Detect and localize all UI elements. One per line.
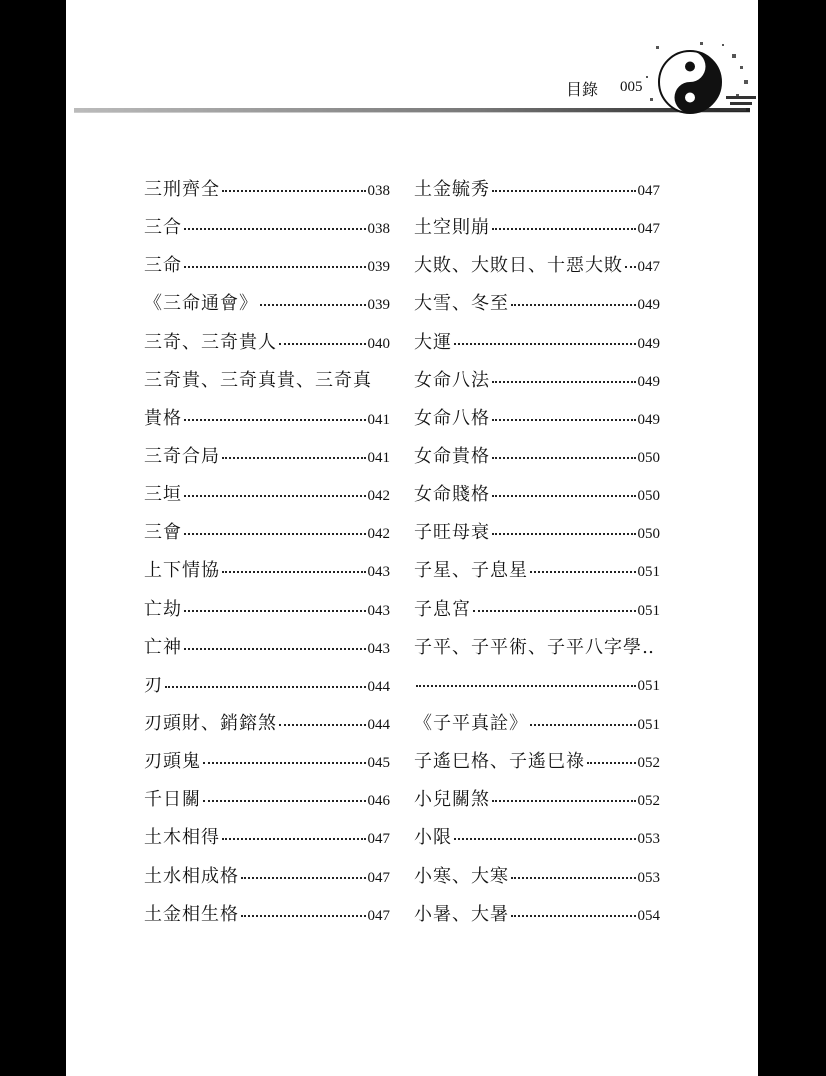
toc-leader-dots (222, 190, 366, 192)
toc-entry (414, 368, 660, 406)
toc-leader-dots (184, 228, 366, 230)
toc-entry (414, 330, 660, 368)
toc-leader-dots (279, 343, 366, 345)
toc-leader-dots (203, 762, 366, 764)
toc-entry-title: 子平、子平術、子平八字學‥ (414, 636, 656, 658)
toc-leader-dots (184, 533, 366, 535)
toc-entry (144, 673, 390, 711)
toc-entry-page: 053 (637, 869, 660, 886)
toc-entry-page: 052 (637, 755, 660, 772)
toc-entry-page: 050 (637, 488, 660, 505)
toc-entry (144, 597, 390, 635)
toc-entry-page: 038 (367, 183, 390, 199)
toc-entry-title: 小限 (414, 827, 452, 849)
toc-entry-title: 土水相成格 (144, 865, 239, 887)
toc-entry-page: 043 (367, 564, 390, 581)
toc-leader-dots (492, 457, 636, 459)
toc-leader-dots (530, 724, 636, 726)
toc-leader-dots (222, 838, 366, 840)
toc-leader-dots (416, 685, 636, 687)
toc-leader-dots (492, 228, 636, 230)
toc-entry-page: 041 (367, 449, 390, 466)
toc-entry-title: 三奇合局 (144, 445, 220, 467)
toc-entry-page: 047 (367, 831, 390, 848)
toc-entry-title: 三會 (144, 522, 182, 544)
toc-entry-page: 046 (367, 793, 390, 810)
toc-entry (144, 291, 390, 329)
toc-entry-page: 040 (367, 335, 390, 352)
toc-entry-title: 三垣 (144, 484, 182, 506)
toc-entry-title: 大運 (414, 331, 452, 353)
toc-entry-title: 土木相得 (144, 827, 220, 849)
toc-entry-title: 土金毓秀 (414, 179, 490, 200)
toc-leader-dots (184, 266, 366, 268)
toc-leader-dots (241, 915, 366, 917)
toc-entry-page: 047 (637, 221, 660, 238)
toc-leader-dots (184, 610, 366, 612)
toc-leader-dots (530, 571, 636, 573)
toc-leader-dots (492, 495, 636, 497)
toc-entry-page: 051 (637, 716, 660, 733)
toc-entry-title: 女命八格 (414, 407, 490, 429)
toc-entry (414, 864, 660, 902)
toc-entry (414, 558, 660, 596)
toc-entry-page: 051 (637, 677, 660, 694)
toc-entry-page: 049 (637, 411, 660, 428)
toc-entry (144, 902, 390, 940)
toc-entry-title: 子星、子息星 (414, 560, 528, 582)
toc-entry (414, 635, 660, 673)
toc-entry (144, 787, 390, 825)
toc-entry-title: 三命 (144, 255, 182, 277)
toc-entry (414, 291, 660, 329)
toc-entry (414, 520, 660, 558)
toc-leader-dots (511, 877, 636, 879)
toc-entry-title: 小暑、大暑 (414, 903, 509, 925)
toc-entry (414, 444, 660, 482)
toc-entry (144, 482, 390, 520)
toc-entry-title: 子旺母衰 (414, 522, 490, 544)
toc-leader-dots (241, 877, 366, 879)
toc-entry-page: 044 (367, 716, 390, 733)
toc-entry-page: 038 (367, 221, 390, 238)
toc-leader-dots (165, 686, 366, 688)
toc-entry-title: 千日關 (144, 789, 201, 811)
toc-leader-dots (184, 648, 366, 650)
toc-entry (414, 253, 660, 291)
toc-entry-title: 《子平真詮》 (414, 712, 528, 734)
toc-entry-page: 047 (367, 869, 390, 886)
toc-entry-title: 土空則崩 (414, 217, 490, 239)
toc-entry-title: 土金相生格 (144, 903, 239, 925)
toc-entry-page: 053 (637, 831, 660, 848)
toc-entry-page: 043 (367, 602, 390, 619)
toc-entry-title: 三奇貴、三奇真貴、三奇真 (144, 369, 372, 391)
toc-entry-title: 三合 (144, 217, 182, 239)
toc-leader-dots (454, 838, 636, 840)
toc-entry (414, 406, 660, 444)
toc-leader-dots (511, 915, 636, 917)
toc-entry-page: 050 (637, 526, 660, 543)
toc-entry-title: 子遙巳格、子遙巳祿 (414, 751, 585, 773)
toc-entry-page: 049 (637, 335, 660, 352)
page-number: 005 (620, 79, 643, 95)
toc-entry-title: 上下情協 (144, 560, 220, 582)
toc-entry-title: 刃 (144, 674, 163, 696)
toc-leader-dots (184, 495, 366, 497)
toc-entry-page: 041 (367, 411, 390, 428)
toc-entry-page: 039 (367, 259, 390, 276)
toc-entry (414, 825, 660, 863)
toc-entry (144, 635, 390, 673)
toc-right-column (414, 177, 660, 940)
toc-leader-dots (587, 762, 636, 764)
toc-leader-dots (454, 343, 636, 345)
yin-yang-icon (640, 36, 760, 126)
toc-entry (144, 330, 390, 368)
toc-leader-dots (492, 800, 636, 802)
toc-leader-dots (222, 571, 366, 573)
toc-entry (144, 215, 390, 253)
toc-entry (144, 864, 390, 902)
toc-entry-title: 大雪、冬至 (414, 293, 509, 315)
toc-entry (144, 444, 390, 482)
toc-entry-page: 054 (637, 907, 660, 924)
toc-entry (144, 406, 390, 444)
toc-entry-page: 051 (637, 564, 660, 581)
toc-entry-page: 039 (367, 297, 390, 314)
toc-entry-page: 052 (637, 793, 660, 810)
toc-entry (414, 711, 660, 749)
toc-entry (414, 597, 660, 635)
toc-entry (414, 215, 660, 253)
section-title: 目錄 (566, 80, 599, 99)
toc-entry (414, 902, 660, 940)
toc-entry-page: 042 (367, 488, 390, 505)
toc-entry-page: 049 (637, 297, 660, 314)
toc-entry-page: 049 (637, 373, 660, 390)
toc-entry-title: 子息宮 (414, 598, 471, 620)
toc-entry (414, 787, 660, 825)
toc-entry-page: 051 (637, 602, 660, 619)
toc-entry (414, 673, 660, 711)
toc-leader-dots (473, 610, 636, 612)
toc-entry-title: 小寒、大寒 (414, 865, 509, 887)
toc-entry (414, 177, 660, 215)
toc-entry-title: 貴格 (144, 407, 182, 429)
toc-entry (144, 368, 390, 406)
toc-leader-dots (184, 419, 366, 421)
toc-entry (144, 825, 390, 863)
toc-entry-title: 大敗、大敗日、十惡大敗 (414, 255, 623, 277)
toc-entry-title: 女命貴格 (414, 445, 490, 467)
toc-leader-dots (203, 800, 366, 802)
toc-entry (414, 749, 660, 787)
toc-entry-title: 亡劫 (144, 598, 182, 620)
toc-entry-title: 《三命通會》 (144, 293, 258, 315)
toc-entry-page: 047 (367, 907, 390, 924)
toc-leader-dots (492, 190, 636, 192)
toc-left-column (144, 177, 390, 940)
toc-entry-title: 小兒關煞 (414, 789, 490, 811)
toc-entry (144, 749, 390, 787)
toc-leader-dots (625, 266, 636, 268)
toc-entry-title: 刃頭財、銷鎔煞 (144, 712, 277, 734)
toc-leader-dots (511, 304, 636, 306)
toc-entry-page: 047 (637, 259, 660, 276)
toc-leader-dots (222, 457, 366, 459)
toc-entry-title: 女命賤格 (414, 484, 490, 506)
toc-entry-page: 042 (367, 526, 390, 543)
toc-entry-page: 050 (637, 449, 660, 466)
toc-entry (414, 482, 660, 520)
toc-leader-dots (492, 419, 636, 421)
toc-entry-title: 女命八法 (414, 369, 490, 391)
toc-entry-page: 043 (367, 640, 390, 657)
toc-entry-page: 045 (367, 755, 390, 772)
toc-entry (144, 177, 390, 215)
toc-leader-dots (260, 304, 366, 306)
toc-entry-title: 三奇、三奇貴人 (144, 331, 277, 353)
toc-entry-title: 三刑齊全 (144, 179, 220, 200)
toc-leader-dots (492, 533, 636, 535)
toc-entry (144, 711, 390, 749)
toc-entry-page: 044 (367, 678, 390, 695)
toc-leader-dots (492, 381, 636, 383)
toc-entry (144, 558, 390, 596)
toc-entry (144, 520, 390, 558)
toc-entry-title: 刃頭鬼 (144, 751, 201, 773)
toc-entry-title: 亡神 (144, 636, 182, 658)
toc-leader-dots (279, 724, 366, 726)
toc-entry-page: 047 (637, 183, 660, 199)
toc-entry (144, 253, 390, 291)
